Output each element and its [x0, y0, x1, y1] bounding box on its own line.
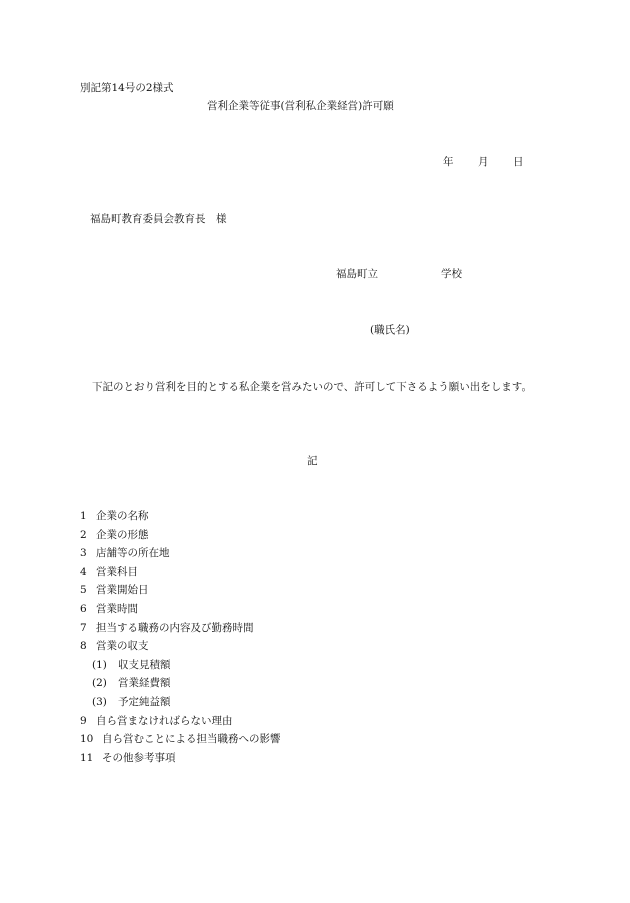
item-label: 担当する職務の内容及び勤務時間 — [96, 621, 254, 634]
item-number: 9 — [80, 714, 87, 727]
list-item — [80, 602, 281, 621]
list-item — [80, 565, 281, 584]
position-name-label: (職氏名) — [370, 324, 410, 336]
list-item — [80, 583, 281, 602]
item-label: 企業の名称 — [96, 510, 149, 522]
item-label: 企業の形態 — [96, 528, 149, 541]
item-label: 店舗等の所在地 — [96, 547, 170, 560]
ki-heading: 記 — [307, 455, 318, 467]
item-number: 8 — [80, 640, 87, 653]
item-label: 自ら営むことによる担当職務への影響 — [102, 733, 281, 746]
item-number: 6 — [80, 602, 87, 615]
sub-list-item — [80, 695, 281, 714]
item-number: 7 — [80, 621, 87, 634]
item-number: 2 — [80, 528, 87, 541]
item-number: (2) — [92, 677, 107, 690]
item-number: (3) — [92, 695, 107, 708]
document-title: 営利企業等従事(営利私企業経営)許可願 — [207, 100, 394, 112]
list-item — [80, 639, 281, 658]
item-number: (1) — [92, 658, 107, 671]
list-item — [80, 732, 281, 751]
item-list — [80, 509, 281, 769]
date-day-label: 日 — [513, 156, 524, 168]
item-number: 3 — [80, 547, 87, 560]
item-label: 自ら営まなければらない理由 — [96, 714, 233, 727]
item-number: 5 — [80, 584, 87, 597]
item-label: 営業科目 — [96, 565, 138, 578]
item-label: 収支見積額 — [118, 658, 171, 671]
item-label: 営業の収支 — [96, 640, 149, 653]
list-item — [80, 714, 281, 733]
item-number: 1 — [80, 510, 87, 522]
list-item — [80, 509, 281, 528]
sub-list-item — [80, 658, 281, 677]
school-prefix: 福島町立 — [336, 268, 378, 280]
request-body: 下記のとおり営利を目的とする私企業を営みたいので、許可して下さるよう願い出をします。 — [92, 381, 532, 393]
school-suffix: 学校 — [441, 268, 462, 280]
item-label: その他参考事項 — [102, 751, 176, 764]
item-number: 11 — [80, 751, 94, 764]
date-year-label: 年 — [443, 156, 454, 168]
list-item — [80, 528, 281, 547]
list-item — [80, 621, 281, 640]
date-month-label: 月 — [478, 156, 489, 168]
item-number: 4 — [80, 565, 87, 578]
sub-list-item — [80, 676, 281, 695]
list-item — [80, 751, 281, 770]
item-number: 10 — [80, 733, 94, 746]
item-label: 営業経費額 — [118, 677, 171, 690]
item-label: 営業時間 — [96, 602, 138, 615]
list-item — [80, 546, 281, 565]
form-number: 別記第14号の2様式 — [80, 82, 174, 94]
addressee: 福島町教育委員会教育長 様 — [90, 213, 227, 225]
item-label: 営業開始日 — [96, 584, 149, 597]
item-label: 予定純益額 — [118, 695, 171, 708]
